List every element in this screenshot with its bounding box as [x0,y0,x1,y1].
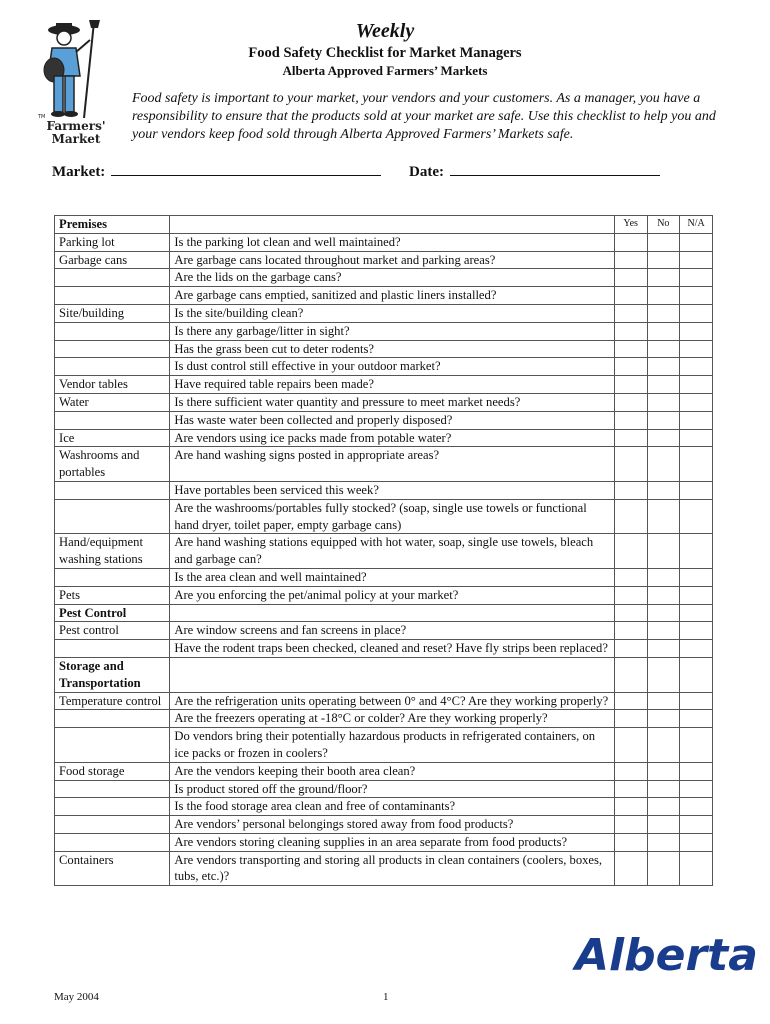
no-cell[interactable] [647,728,680,763]
no-cell[interactable] [647,762,680,780]
table-row [55,411,713,429]
na-cell[interactable] [680,376,713,394]
row-category: Washrooms and portables [55,447,170,482]
row-question: Are the freezers operating at -18°C or colder? Are they working properly? [170,710,614,728]
yes-cell[interactable] [614,816,647,834]
footer-date: May 2004 [54,991,99,1003]
column-na: N/A [680,216,713,234]
row-category [55,728,170,763]
yes-cell[interactable] [614,376,647,394]
no-cell[interactable] [647,657,680,692]
yes-cell[interactable] [614,251,647,269]
no-cell[interactable] [647,287,680,305]
yes-cell[interactable] [614,411,647,429]
yes-cell[interactable] [614,393,647,411]
section-row [55,216,713,234]
na-cell[interactable] [680,568,713,586]
na-cell[interactable] [680,304,713,322]
market-field[interactable] [52,164,381,181]
section-row [55,657,713,692]
logo-line-1: Farmers' [46,119,106,133]
table-row [55,251,713,269]
table-row [55,287,713,305]
table-row [55,499,713,534]
yes-cell[interactable] [614,340,647,358]
column-no: No [647,216,680,234]
row-question: Is product stored off the ground/floor? [170,780,614,798]
na-cell[interactable] [680,780,713,798]
na-cell[interactable] [680,816,713,834]
row-category [55,816,170,834]
row-category: Water [55,393,170,411]
no-cell[interactable] [647,833,680,851]
yes-cell[interactable] [614,851,647,886]
yes-cell[interactable] [614,657,647,692]
row-category: Containers [55,851,170,886]
yes-cell[interactable] [614,499,647,534]
section-storage: Storage and Transportation [55,657,170,692]
no-cell[interactable] [647,568,680,586]
yes-cell[interactable] [614,568,647,586]
row-question: Are vendors using ice packs made from potable water? [170,429,614,447]
row-question: Are hand washing signs posted in appropriate areas? [170,447,614,482]
intro-paragraph: Food safety is important to your market, your vendors and your customers. As a manager, you have a responsibility to ensure that the products sold at your market are safe. Use this checklist to help you and your vendors keep food sold through Alberta Approved Farmers’ Markets safe. [132,91,716,142]
yes-cell[interactable] [614,269,647,287]
na-cell[interactable] [680,251,713,269]
table-row [55,481,713,499]
row-category: Site/building [55,304,170,322]
yes-cell[interactable] [614,358,647,376]
section-row [55,604,713,622]
row-category [55,780,170,798]
row-question: Are vendors storing cleaning supplies in an area separate from food products? [170,833,614,851]
na-cell[interactable] [680,604,713,622]
row-question: Has the grass been cut to deter rodents? [170,340,614,358]
table-row [55,728,713,763]
table-row [55,586,713,604]
table-row [55,534,713,569]
yes-cell[interactable] [614,447,647,482]
table-row [55,269,713,287]
table-row [55,376,713,394]
yes-cell[interactable] [614,534,647,569]
na-cell[interactable] [680,851,713,886]
row-category [55,798,170,816]
row-question: Is there sufficient water quantity and pressure to meet market needs? [170,393,614,411]
page-number: 1 [383,991,389,1003]
no-cell[interactable] [647,376,680,394]
row-question: Are vendors’ personal belongings stored away from food products? [170,816,614,834]
na-cell[interactable] [680,287,713,305]
row-category [55,340,170,358]
row-question: Are vendors transporting and storing all products in clean containers (coolers, boxes, tubs, etc.)? [170,851,614,886]
row-category: Hand/equipment washing stations [55,534,170,569]
na-cell[interactable] [680,393,713,411]
na-cell[interactable] [680,499,713,534]
no-cell[interactable] [647,499,680,534]
no-cell[interactable] [647,447,680,482]
row-question: Are hand washing stations equipped with hot water, soap, single use towels, bleach and garbage can? [170,534,614,569]
yes-cell[interactable] [614,780,647,798]
no-cell[interactable] [647,534,680,569]
no-cell[interactable] [647,481,680,499]
row-question: Have the rodent traps been checked, cleaned and reset? Have fly strips been replaced? [170,640,614,658]
row-question: Are garbage cans emptied, sanitized and plastic liners installed? [170,287,614,305]
row-category: Vendor tables [55,376,170,394]
logo-text [36,120,116,146]
date-label: Date: [409,164,444,180]
row-category [55,499,170,534]
na-cell[interactable] [680,269,713,287]
row-category [55,269,170,287]
no-cell[interactable] [647,429,680,447]
table-row [55,322,713,340]
page-subtitle: Food Safety Checklist for Market Managers [248,45,522,61]
no-cell[interactable] [647,851,680,886]
row-question: Is the food storage area clean and free of contaminants? [170,798,614,816]
table-row [55,710,713,728]
no-cell[interactable] [647,233,680,251]
page-title: Weekly [355,20,415,42]
table-row [55,816,713,834]
row-question: Are the vendors keeping their booth area clean? [170,762,614,780]
row-question: Are the refrigeration units operating between 0° and 4°C? Are they working properly? [170,692,614,710]
section-pest: Pest Control [55,604,170,622]
no-cell[interactable] [647,692,680,710]
row-category: Food storage [55,762,170,780]
no-cell[interactable] [647,586,680,604]
table-row [55,340,713,358]
yes-cell[interactable] [614,798,647,816]
na-cell[interactable] [680,657,713,692]
no-cell[interactable] [647,251,680,269]
row-question: Do vendors bring their potentially hazardous products in refrigerated containers, on ice packs or frozen in coolers? [170,728,614,763]
no-cell[interactable] [647,340,680,358]
row-question: Have required table repairs been made? [170,376,614,394]
na-cell[interactable] [680,762,713,780]
page-subtitle-2: Alberta Approved Farmers’ Markets [282,63,488,78]
no-cell[interactable] [647,358,680,376]
row-question: Are you enforcing the pet/animal policy at your market? [170,586,614,604]
row-question: Have portables been serviced this week? [170,481,614,499]
yes-cell[interactable] [614,710,647,728]
table-row [55,780,713,798]
row-category [55,322,170,340]
row-question: Has waste water been collected and properly disposed? [170,411,614,429]
yes-cell[interactable] [614,692,647,710]
row-category [55,710,170,728]
row-question: Are window screens and fan screens in place? [170,622,614,640]
row-category: Temperature control [55,692,170,710]
yes-cell[interactable] [614,481,647,499]
yes-cell[interactable] [614,604,647,622]
date-blank[interactable] [450,165,660,176]
table-row [55,568,713,586]
row-category [55,640,170,658]
yes-cell[interactable] [614,640,647,658]
na-cell[interactable] [680,798,713,816]
row-question: Is the site/building clean? [170,304,614,322]
na-cell[interactable] [680,481,713,499]
table-row [55,358,713,376]
table-row [55,447,713,482]
row-category: Garbage cans [55,251,170,269]
logo-line-2: Market [51,132,101,146]
row-question: Are garbage cans located throughout market and parking areas? [170,251,614,269]
na-cell[interactable] [680,622,713,640]
yes-cell[interactable] [614,586,647,604]
no-cell[interactable] [647,304,680,322]
na-cell[interactable] [680,429,713,447]
column-yes: Yes [614,216,647,234]
row-question: Are the washrooms/portables fully stocked? (soap, single use towels or functional hand dryer, toilet paper, empty garbage cans) [170,499,614,534]
row-question: Is the area clean and well maintained? [170,568,614,586]
alberta-wordmark: Alberta [575,930,758,981]
row-category [55,358,170,376]
table-row [55,692,713,710]
table-row [55,640,713,658]
no-cell[interactable] [647,640,680,658]
market-label: Market: [52,164,106,180]
yes-cell[interactable] [614,287,647,305]
na-cell[interactable] [680,586,713,604]
yes-cell[interactable] [614,233,647,251]
no-cell[interactable] [647,798,680,816]
na-cell[interactable] [680,358,713,376]
no-cell[interactable] [647,710,680,728]
row-question: Is dust control still effective in your outdoor market? [170,358,614,376]
na-cell[interactable] [680,728,713,763]
na-cell[interactable] [680,322,713,340]
row-question: Is the parking lot clean and well maintained? [170,233,614,251]
section-premises: Premises [55,216,170,234]
trademark-mark: TM [38,114,46,120]
row-category [55,833,170,851]
no-cell[interactable] [647,622,680,640]
no-cell[interactable] [647,780,680,798]
na-cell[interactable] [680,233,713,251]
row-category [55,287,170,305]
yes-cell[interactable] [614,304,647,322]
row-category: Parking lot [55,233,170,251]
na-cell[interactable] [680,710,713,728]
row-question: Are the lids on the garbage cans? [170,269,614,287]
table-row [55,851,713,886]
yes-cell[interactable] [614,833,647,851]
checklist-table [54,215,713,886]
table-row [55,762,713,780]
yes-cell[interactable] [614,762,647,780]
table-row [55,833,713,851]
row-category: Pest control [55,622,170,640]
table-row [55,304,713,322]
na-cell[interactable] [680,411,713,429]
alberta-logo [575,924,758,981]
yes-cell[interactable] [614,622,647,640]
row-category [55,411,170,429]
na-cell[interactable] [680,447,713,482]
table-row [55,393,713,411]
row-category [55,481,170,499]
table-row [55,429,713,447]
table-row [55,798,713,816]
row-category: Ice [55,429,170,447]
na-cell[interactable] [680,833,713,851]
table-row [55,233,713,251]
table-row [55,622,713,640]
na-cell[interactable] [680,640,713,658]
yes-cell[interactable] [614,322,647,340]
market-blank[interactable] [111,165,381,176]
no-cell[interactable] [647,269,680,287]
na-cell[interactable] [680,692,713,710]
no-cell[interactable] [647,816,680,834]
row-category: Pets [55,586,170,604]
na-cell[interactable] [680,340,713,358]
yes-cell[interactable] [614,728,647,763]
date-field[interactable] [409,164,660,181]
row-category [55,568,170,586]
no-cell[interactable] [647,411,680,429]
no-cell[interactable] [647,604,680,622]
yes-cell[interactable] [614,429,647,447]
no-cell[interactable] [647,322,680,340]
no-cell[interactable] [647,393,680,411]
row-question: Is there any garbage/litter in sight? [170,322,614,340]
na-cell[interactable] [680,534,713,569]
